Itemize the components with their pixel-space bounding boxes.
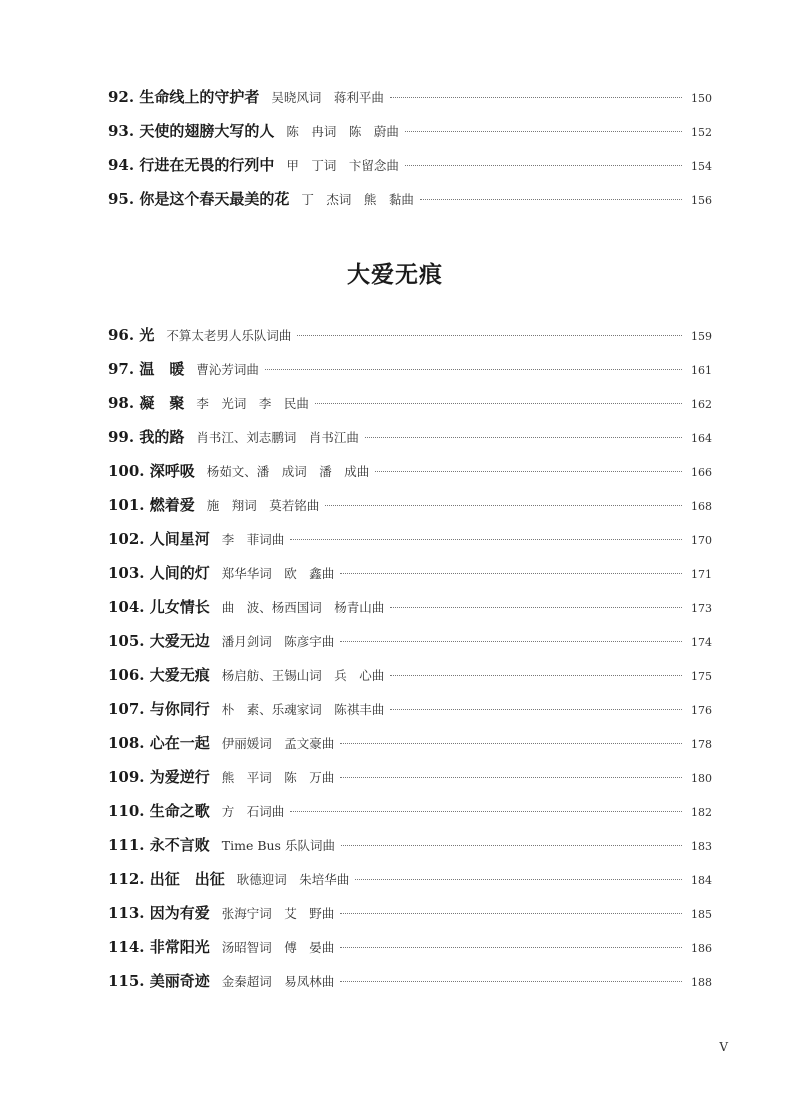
entry-credit: 张海宁词 艾 野曲 (221, 906, 335, 921)
entry-page-number: 182 (691, 806, 712, 819)
toc-entry[interactable] (108, 426, 712, 450)
entry-credit: 曲 波、杨西国词 杨青山曲 (221, 600, 385, 615)
entry-credit: 李 菲词曲 (221, 532, 285, 547)
toc-entry[interactable] (108, 528, 712, 552)
entry-page-number: 185 (691, 908, 712, 921)
entry-credit: 吴晓风词 蒋利平曲 (271, 90, 384, 105)
entry-page-number: 170 (691, 534, 712, 547)
entry-page-number: 186 (691, 942, 712, 955)
toc-entry[interactable] (108, 732, 712, 756)
entry-page-number: 168 (691, 500, 712, 513)
entry-page-number: 154 (691, 160, 712, 173)
toc-entry[interactable] (108, 970, 712, 994)
entry-page-number: 188 (691, 976, 712, 989)
entry-page-number: 156 (691, 194, 712, 207)
entry-page-number: 175 (691, 670, 712, 683)
toc-entry[interactable] (108, 324, 712, 348)
toc-entry[interactable] (108, 494, 712, 518)
toc-entry[interactable] (108, 154, 712, 178)
toc-entry[interactable] (108, 936, 712, 960)
dot-leader (340, 572, 682, 574)
entry-title: 97. 温 暖 (108, 360, 185, 378)
entry-credit: 曹沁芳词曲 (196, 362, 259, 377)
toc-entry[interactable] (108, 868, 712, 892)
entry-page-number: 150 (691, 92, 712, 105)
entry-page-number: 159 (691, 330, 712, 343)
entry-title: 93. 天使的翅膀大写的人 (108, 122, 275, 140)
entry-title: 95. 你是这个春天最美的花 (108, 190, 290, 208)
entry-title: 114. 非常阳光 (108, 938, 210, 956)
entry-title: 110. 生命之歌 (108, 802, 210, 820)
dot-leader (325, 504, 682, 506)
entry-credit: Time Bus 乐队词曲 (221, 838, 335, 853)
entry-page-number: 184 (691, 874, 712, 887)
entry-credit: 李 光词 李 民曲 (196, 396, 309, 411)
entry-title: 101. 燃着爱 (108, 496, 195, 514)
entry-page-number: 164 (691, 432, 712, 445)
dot-leader (390, 96, 682, 98)
entry-title: 92. 生命线上的守护者 (108, 88, 260, 106)
entry-title: 109. 为爱逆行 (108, 768, 210, 786)
entry-credit: 金秦超词 易凤林曲 (221, 974, 335, 989)
entry-credit: 潘月剑词 陈彦宇曲 (221, 634, 335, 649)
toc-entry[interactable] (108, 664, 712, 688)
entry-credit: 陈 冉词 陈 蔚曲 (286, 124, 399, 139)
dot-leader (315, 402, 682, 404)
entry-page-number: 180 (691, 772, 712, 785)
entry-page-number: 173 (691, 602, 712, 615)
entry-title: 96. 光 (108, 326, 155, 344)
toc-entry[interactable] (108, 188, 712, 212)
toc-entry[interactable] (108, 562, 712, 586)
entry-page-number: 183 (691, 840, 712, 853)
dot-leader (390, 708, 682, 710)
entry-page-number: 176 (691, 704, 712, 717)
dot-leader (265, 368, 682, 370)
entry-title: 112. 出征 出征 (108, 870, 225, 888)
dot-leader (420, 198, 682, 200)
entry-title: 94. 行进在无畏的行列中 (108, 156, 275, 174)
dot-leader (290, 810, 682, 812)
entry-credit: 郑华华词 欧 鑫曲 (221, 566, 335, 581)
entry-credit: 耿德迎词 朱培华曲 (236, 872, 350, 887)
toc-entry[interactable] (108, 766, 712, 790)
page-number: V (719, 1040, 728, 1054)
dot-leader (405, 164, 682, 166)
toc-entry[interactable] (108, 596, 712, 620)
dot-leader (390, 674, 682, 676)
dot-leader (340, 742, 682, 744)
dot-leader (365, 436, 682, 438)
dot-leader (340, 912, 682, 914)
toc-entry[interactable] (108, 460, 712, 484)
toc-entry[interactable] (108, 902, 712, 926)
entry-title: 104. 儿女情长 (108, 598, 210, 616)
entry-title: 99. 我的路 (108, 428, 185, 446)
entry-title: 102. 人间星河 (108, 530, 210, 548)
dot-leader (405, 130, 682, 132)
entry-page-number: 161 (691, 364, 712, 377)
entry-title: 107. 与你同行 (108, 700, 210, 718)
toc-entry[interactable] (108, 86, 712, 110)
entry-page-number: 171 (691, 568, 712, 581)
entry-title: 111. 永不言败 (108, 836, 210, 854)
entry-credit: 不算太老男人乐队词曲 (166, 328, 292, 343)
dot-leader (340, 980, 682, 982)
entry-credit: 杨茹文、潘 成词 潘 成曲 (206, 464, 370, 479)
toc-entry[interactable] (108, 392, 712, 416)
dot-leader (341, 844, 682, 846)
entry-credit: 方 石词曲 (221, 804, 285, 819)
section-heading: 大爱无痕 (347, 261, 443, 288)
entry-credit: 熊 平词 陈 万曲 (221, 770, 335, 785)
dot-leader (297, 334, 682, 336)
entry-page-number: 162 (691, 398, 712, 411)
entry-title: 113. 因为有爱 (108, 904, 210, 922)
entry-title: 100. 深呼吸 (108, 462, 195, 480)
toc-entry[interactable] (108, 834, 712, 858)
entry-credit: 伊丽媛词 孟文豪曲 (221, 736, 335, 751)
toc-entry[interactable] (108, 120, 712, 144)
dot-leader (355, 878, 682, 880)
dot-leader (340, 640, 682, 642)
entry-title: 105. 大爱无边 (108, 632, 210, 650)
entry-credit: 甲 丁词 卞留念曲 (286, 158, 399, 173)
dot-leader (340, 776, 682, 778)
entry-credit: 丁 杰词 熊 黏曲 (301, 192, 414, 207)
dot-leader (390, 606, 682, 608)
entry-title: 98. 凝 聚 (108, 394, 185, 412)
entry-title: 103. 人间的灯 (108, 564, 210, 582)
entry-title: 106. 大爱无痕 (108, 666, 210, 684)
toc-entry[interactable] (108, 630, 712, 654)
entry-credit: 施 翔词 莫若铭曲 (206, 498, 320, 513)
entry-page-number: 166 (691, 466, 712, 479)
entry-page-number: 178 (691, 738, 712, 751)
entry-credit: 肖书江、刘志鹏词 肖书江曲 (196, 430, 359, 445)
entry-title: 115. 美丽奇迹 (108, 972, 210, 990)
toc-entry[interactable] (108, 698, 712, 722)
entry-title: 108. 心在一起 (108, 734, 210, 752)
entry-credit: 朴 素、乐魂家词 陈祺丰曲 (221, 702, 385, 717)
dot-leader (375, 470, 682, 472)
toc-entry[interactable] (108, 358, 712, 382)
toc-entry[interactable] (108, 800, 712, 824)
dot-leader (340, 946, 682, 948)
entry-credit: 杨启舫、王锡山词 兵 心曲 (221, 668, 385, 683)
dot-leader (290, 538, 682, 540)
entry-credit: 汤昭智词 傅 晏曲 (221, 940, 335, 955)
entry-page-number: 152 (691, 126, 712, 139)
entry-page-number: 174 (691, 636, 712, 649)
